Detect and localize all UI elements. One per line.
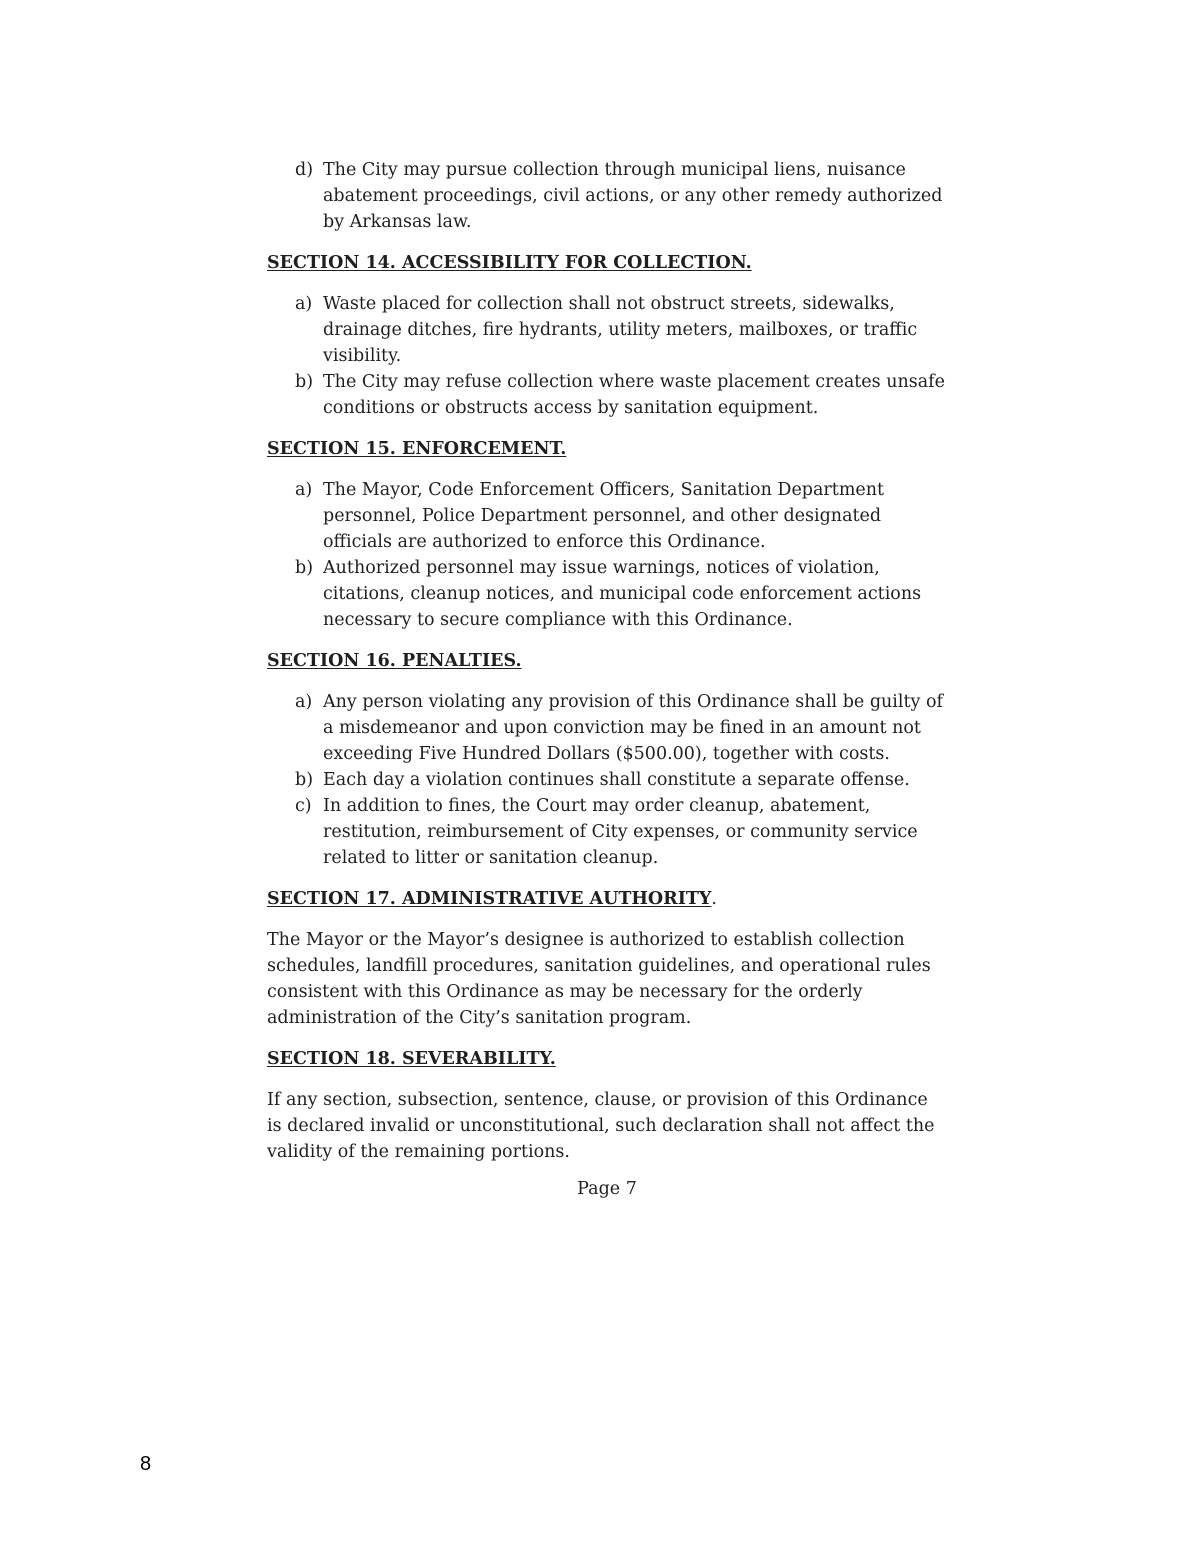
list-item-text: The Mayor, Code Enforcement Officers, Sanitation Department personnel, Police Department personnel, and other designated officials are authorized to enforce this Ordinance. bbox=[323, 480, 885, 552]
list-item-text: Waste placed for collection shall not obstruct streets, sidewalks, drainage ditches, fire hydrants, utility meters, mailboxes, or traffic visibility. bbox=[323, 294, 918, 366]
list-item-text: The City may refuse collection where waste placement creates unsafe conditions or obstructs access by sanitation equipment. bbox=[323, 372, 945, 418]
section-16-item-a bbox=[267, 689, 947, 767]
section-15-item-a bbox=[267, 477, 947, 555]
list-item-d bbox=[267, 157, 947, 235]
section-17-paragraph: The Mayor or the Mayor’s designee is authorized to establish collection schedules, landfill procedures, sanitation guidelines, and operational rules consistent with this Ordinance as may be necessary for the orderly administration of the City’s sanitation program. bbox=[267, 930, 931, 1028]
section-15-heading-wrap bbox=[267, 436, 947, 462]
page-label: Page 7 bbox=[577, 1179, 637, 1199]
section-14-heading: SECTION 14. ACCESSIBILITY FOR COLLECTION. bbox=[267, 253, 752, 273]
section-16-heading-wrap bbox=[267, 648, 947, 674]
section-18-paragraph: If any section, subsection, sentence, clause, or provision of this Ordinance is declared invalid or unconstitutional, such declaration shall not affect the validity of the remaining portions. bbox=[267, 1090, 935, 1162]
section-14-heading-wrap bbox=[267, 250, 947, 276]
section-17-heading: SECTION 17. ADMINISTRATIVE AUTHORITY bbox=[267, 889, 712, 909]
section-15-heading: SECTION 15. ENFORCEMENT. bbox=[267, 439, 567, 459]
list-marker: b) bbox=[295, 770, 314, 790]
section-17-heading-suffix: . bbox=[711, 889, 717, 909]
list-item-text: In addition to fines, the Court may order cleanup, abatement, restitution, reimbursement of City expenses, or community service related to litter or sanitation cleanup. bbox=[323, 796, 918, 868]
section-18-heading-wrap bbox=[267, 1046, 947, 1072]
section-17-heading-wrap bbox=[267, 886, 947, 912]
list-marker: d) bbox=[295, 160, 314, 180]
section-14-item-b bbox=[267, 369, 947, 421]
list-marker: a) bbox=[295, 294, 313, 314]
list-marker: c) bbox=[295, 796, 312, 816]
list-marker: b) bbox=[295, 372, 314, 392]
section-18-heading: SECTION 18. SEVERABILITY. bbox=[267, 1049, 556, 1069]
list-marker: a) bbox=[295, 480, 313, 500]
list-item-text: The City may pursue collection through municipal liens, nuisance abatement proceedings, civil actions, or any other remedy authorized by Arkansas law. bbox=[323, 160, 943, 232]
section-14-item-a bbox=[267, 291, 947, 369]
section-16-item-c bbox=[267, 793, 947, 871]
list-marker: b) bbox=[295, 558, 314, 578]
list-marker: a) bbox=[295, 692, 313, 712]
section-15-item-b bbox=[267, 555, 947, 633]
page-number: 8 bbox=[140, 1453, 152, 1475]
section-16-heading: SECTION 16. PENALTIES. bbox=[267, 651, 522, 671]
section-16-item-b bbox=[267, 767, 947, 793]
list-item-text: Any person violating any provision of this Ordinance shall be guilty of a misdemeanor and upon conviction may be fined in an amount not exceeding Five Hundred Dollars ($500.00), together with costs. bbox=[323, 692, 943, 764]
list-item-text: Authorized personnel may issue warnings, notices of violation, citations, cleanup notices, and municipal code enforcement actions necessary to secure compliance with this Ordinance. bbox=[323, 558, 922, 630]
document-body bbox=[267, 157, 947, 1202]
list-item-text: Each day a violation continues shall constitute a separate offense. bbox=[323, 770, 910, 790]
